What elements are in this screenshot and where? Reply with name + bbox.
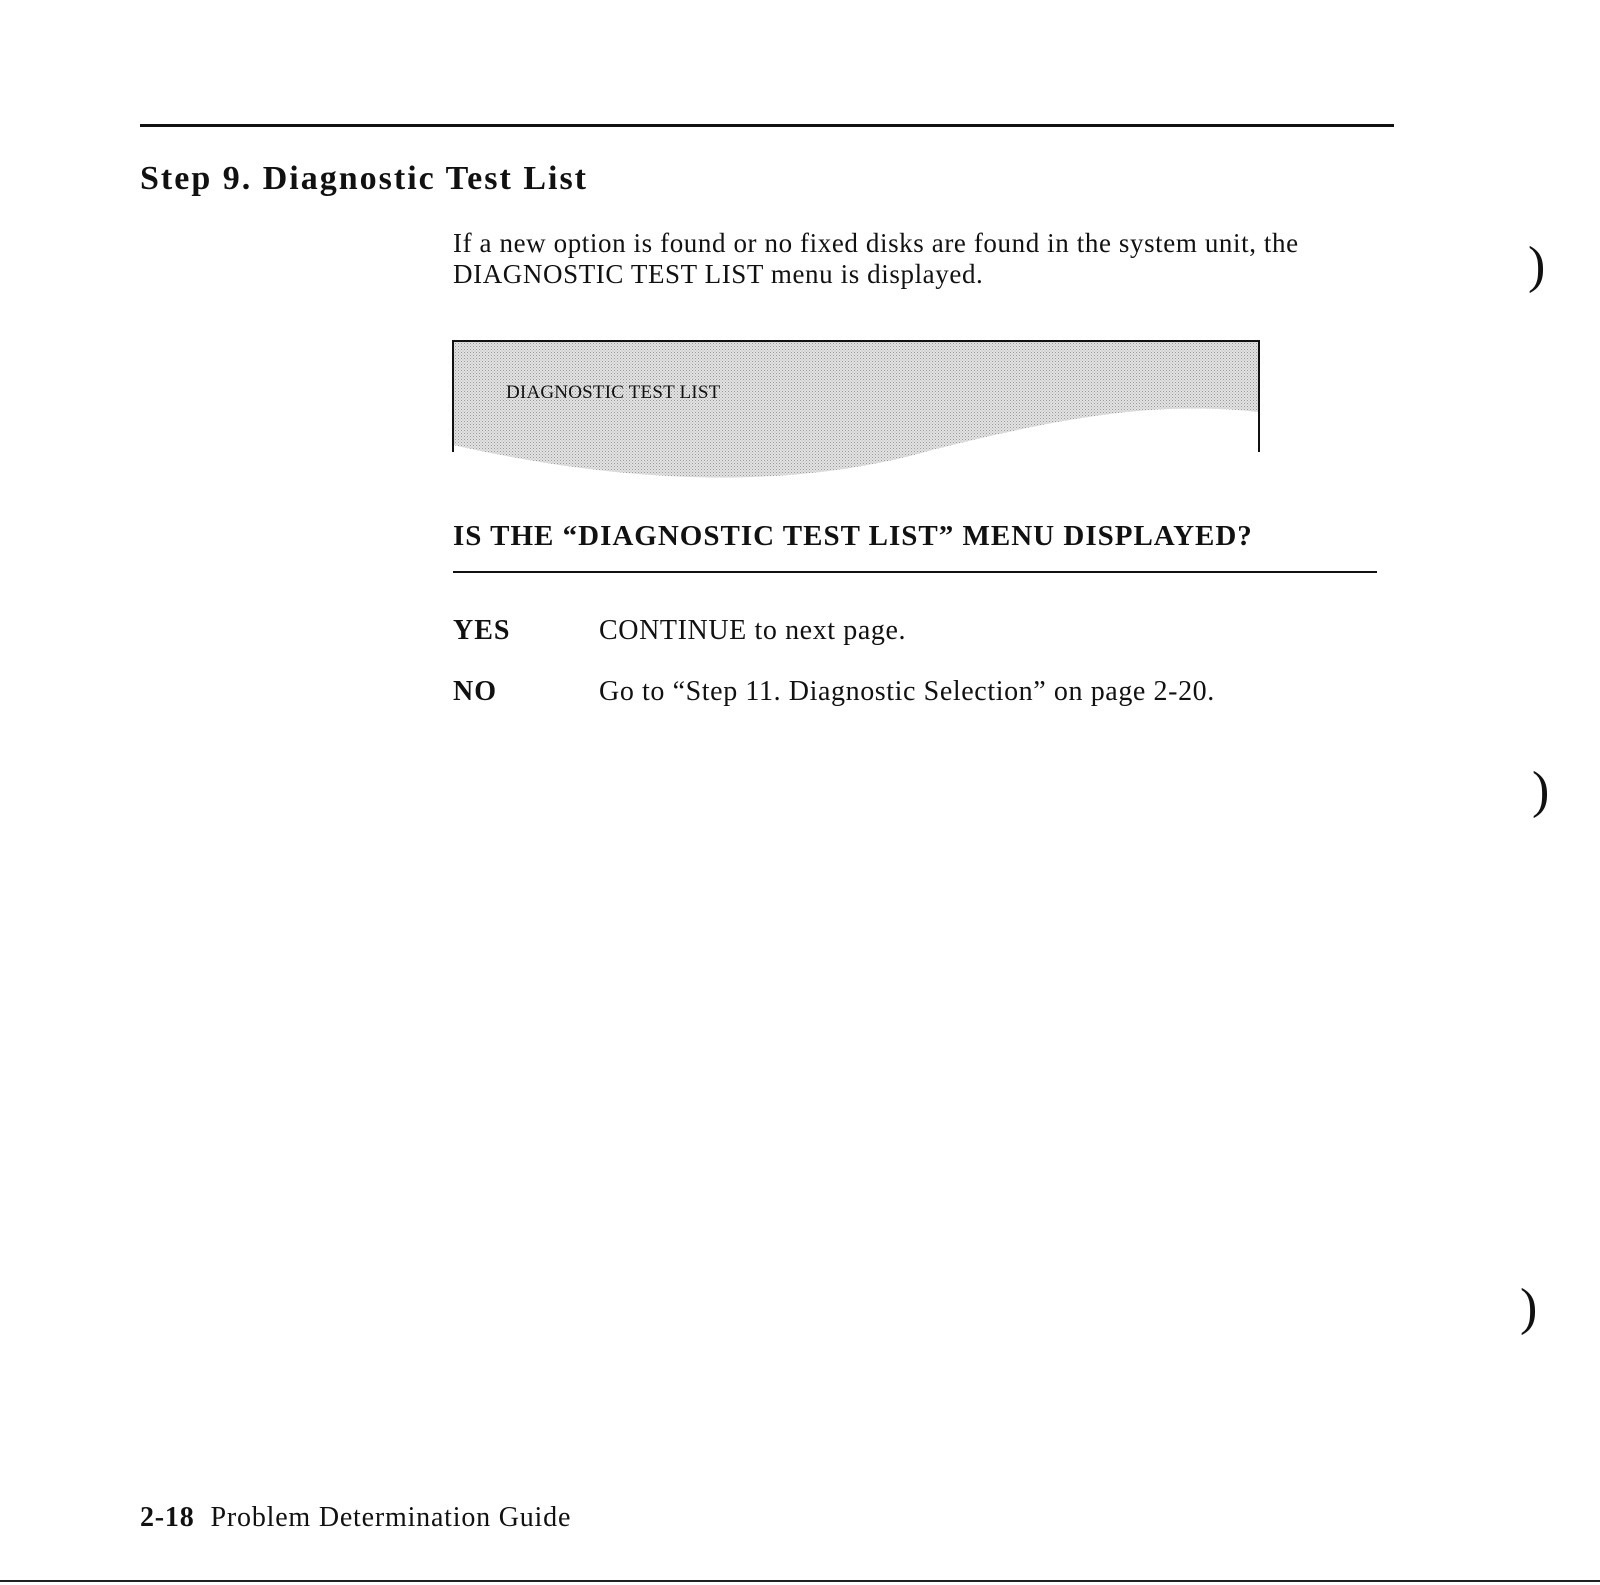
step-heading: Step 9. Diagnostic Test List	[140, 160, 588, 197]
answer-text: Go to “Step 11. Diagnostic Selection” on page 2-20.	[599, 676, 1215, 707]
screen-background	[452, 340, 1260, 500]
question-heading: IS THE “DIAGNOSTIC TEST LIST” MENU DISPLAYED?	[453, 520, 1253, 552]
top-rule	[140, 124, 1394, 127]
question-rule	[453, 571, 1377, 573]
guide-title: Problem Determination Guide	[210, 1502, 572, 1533]
screen-title: DIAGNOSTIC TEST LIST	[506, 382, 721, 403]
page-footer	[140, 1502, 571, 1534]
binder-hole-mark: )	[1528, 237, 1546, 294]
binder-hole-mark: )	[1532, 762, 1550, 819]
screen-illustration	[452, 340, 1260, 500]
intro-paragraph: If a new option is found or no fixed disks are found in the system unit, the DIAGNOSTIC TEST LIST menu is displayed.	[453, 228, 1299, 289]
answer-key: YES	[453, 615, 511, 646]
page-number: 2-18	[140, 1502, 195, 1533]
bottom-rule	[0, 1580, 1600, 1582]
binder-hole-mark: )	[1520, 1279, 1538, 1336]
answer-text: CONTINUE to next page.	[599, 615, 907, 646]
answer-key: NO	[453, 676, 497, 707]
